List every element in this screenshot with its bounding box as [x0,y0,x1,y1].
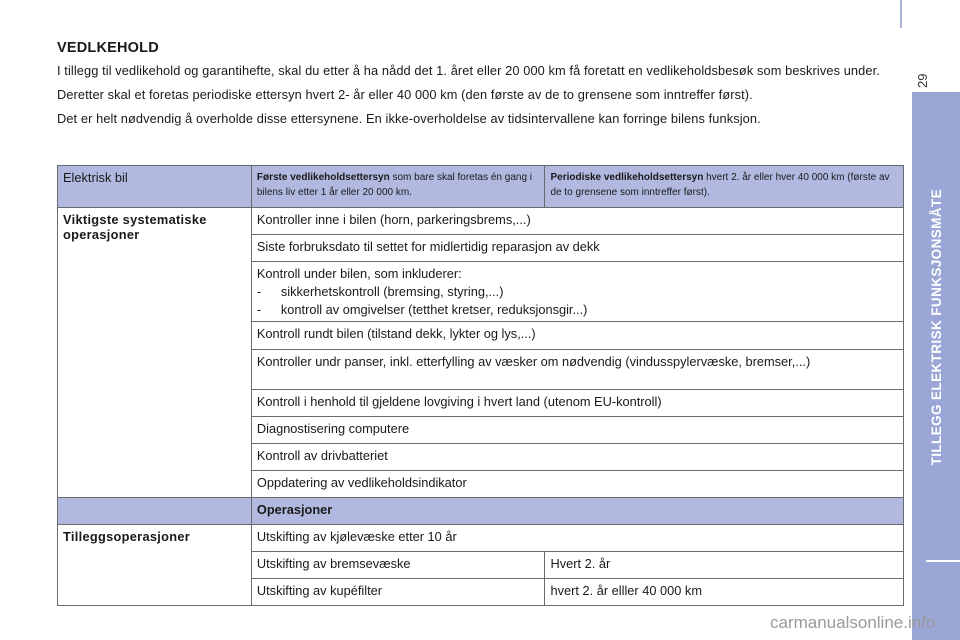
systematic-op: Kontroller inne i bilen (horn, parkeringsbrems,...) [251,208,903,235]
systematic-op: Kontroller undr panser, inkl. etterfylling av væsker om nødvendig (vindusspylervæske, bremser,...) [251,350,903,390]
systematic-op: Kontroll i henhold til gjeldene lovgiving i hvert land (utenom EU-kontroll) [251,390,903,417]
additional-op: Utskifting av kupéfilter [251,579,545,606]
side-chapter-title: TILLEGG ELEKTRISK FUNKSJONSMÅTE [928,188,944,466]
list-item-text: kontroll av omgivelser (tetthet kretser, reduksjonsgir...) [280,302,588,317]
intro-paragraph-2: Deretter skal et foretas periodiske ettersyn hvert 2- år eller 40 000 km (den første av de to grensene som inntreffer først). [57,87,753,102]
list-dash: - [256,284,262,299]
additional-op: Utskifting av kjølevæske etter 10 år [251,525,903,552]
additional-ops-label: Tilleggsoperasjoner [58,525,252,606]
intro-paragraph-3: Det er helt nødvendig å overholde disse ettersynene. En ikke-overholdelse av tidsintervallene kan forringe bilens funksjon. [57,111,761,126]
list-item [257,302,898,317]
header-periodic-service-text: hvert 2. år eller hver 40 000 km (første av de to grensene som inntreffer først). [550,172,890,198]
systematic-op-under-car [251,262,903,322]
top-divider [900,0,902,28]
systematic-op: Kontroll rundt bilen (tilstand dekk, lykter og lys,...) [251,322,903,350]
systematic-op: Oppdatering av vedlikeholdsindikator [251,471,903,498]
header-electric-car: Elektrisk bil [58,166,252,208]
side-tab-rule [926,560,960,562]
section-intro [57,40,907,134]
page-number: 29 [915,73,930,89]
systematic-op: Diagnostisering computere [251,417,903,444]
additional-op-interval: hvert 2. år elller 40 000 km [545,579,904,606]
intro-paragraph-1: I tillegg til vedlikehold og garantihefte, skal du etter å ha nådd det 1. året eller 20 000 km få foretatt en vedlikeholdsbesøk som beskrives under. [57,63,880,78]
side-chapter-title-wrap [912,92,960,562]
operations-header-row [58,498,904,525]
additional-op: Utskifting av bremsevæske [251,552,545,579]
additional-op-interval: Hvert 2. år [545,552,904,579]
under-car-title: Kontroll under bilen, som inkluderer: [256,266,462,281]
list-item [257,284,898,299]
header-periodic-service-bold: Periodiske vedlikeholdsettersyn [550,172,704,183]
operations-header-empty [58,498,252,525]
list-item-text: sikkerhetskontroll (bremsing, styring,...) [280,284,504,299]
section-title: VEDLKEHOLD [57,40,159,56]
systematic-op: Kontroll av drivbatteriet [251,444,903,471]
list-dash: - [256,302,262,317]
operations-header: Operasjoner [251,498,903,525]
systematic-op: Siste forbruksdato til settet for midlertidig reparasjon av dekk [251,235,903,262]
header-first-service-bold: Første vedlikeholdsettersyn [256,172,390,183]
table-header-row [58,166,904,208]
maintenance-table [57,165,904,606]
watermark: carmanualsonline.info [770,613,936,632]
table-row [58,525,904,552]
header-first-service [251,166,545,208]
header-first-service-text: som bare skal foretas én gang i bilens liv etter 1 år eller 20 000 km. [256,172,533,198]
table-row [58,208,904,235]
systematic-ops-label: Viktigste systematiske operasjoner [58,208,252,498]
header-periodic-service [545,166,904,208]
